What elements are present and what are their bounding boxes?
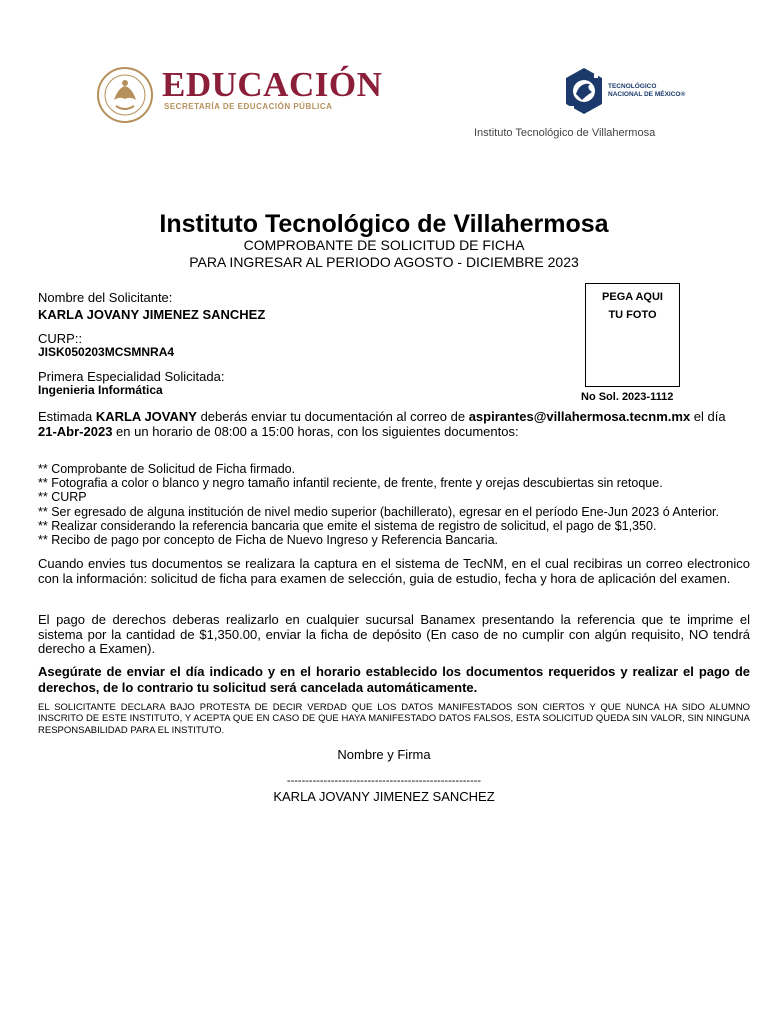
specialty-label: Primera Especialidad Solicitada: (38, 369, 225, 384)
photo-label-line1: PEGA AQUI (602, 291, 663, 303)
document-title: Instituto Tecnológico de Villahermosa (159, 210, 609, 238)
sep-title: EDUCACIÓN (162, 65, 383, 104)
tecnm-name-line2: NACIONAL DE MÉXICO® (608, 91, 686, 98)
requirements-list (38, 462, 758, 547)
tecnm-name (608, 83, 685, 99)
appointment-date: 21-Abr-2023 (38, 423, 113, 439)
photo-label-line2: TU FOTO (608, 309, 657, 321)
instructions-message (38, 410, 750, 439)
curp-label: CURP:: (38, 331, 83, 346)
message-text-1: deberás enviar tu documentación al correo de (200, 409, 469, 424)
requirement-item: ** Fotografia a color o blanco y negro tamaño infantil reciente, de frente, frente y orejas descubiertas sin retoque. (38, 476, 663, 491)
signature-line: ----------------------------------------------------- (286, 775, 482, 787)
contact-email: aspirantes@villahermosa.tecnm.mx (468, 409, 691, 424)
institute-caption: Instituto Tecnológico de Villahermosa (474, 127, 656, 139)
greeting: Estimada (38, 409, 93, 424)
specialty-value: Ingenieria Informática (38, 383, 163, 397)
signature-label: Nombre y Firma (337, 747, 431, 762)
tecnm-name-line1: TECNOLÓGICO (608, 83, 657, 90)
tecnm-logo-icon (562, 66, 606, 116)
payment-paragraph: El pago de derechos deberas realizarlo en cualquier sucursal Banamex presentando la referencia que te imprime el sistema por la cantidad de $1,350.00, enviar la ficha de depósito (En caso de no cumplir con algún requisito, NO tendrá derecho a Examen). (38, 612, 750, 656)
declaration-paragraph: EL SOLICITANTE DECLARA BAJO PROTESTA DE DECIR VERDAD QUE LOS DATOS MANIFESTADOS SON CIERTOS Y QUE NUNCA HA SIDO ALUMNO INSCRITO DE ESTE INSTITUTO, Y ACEPTA QUE EN CASO DE QUE HAYA MANIFESTADO DATOS FALSOS, ESTA SOLICITUD QUEDA SIN VALOR, SIN NINGUNA RESPONSABILIDAD PARA EL INSTITUTO. (38, 702, 750, 736)
requirement-item: ** Ser egresado de alguna institución de nivel medio superior (bachillerato), egresar en el período Ene-Jun 2023 ó Anterior. (38, 504, 719, 519)
document-subtitle-1: COMPROBANTE DE SOLICITUD DE FICHA (243, 237, 525, 253)
sep-seal-logo (96, 66, 154, 124)
capture-paragraph: Cuando envies tus documentos se realizara la captura en el sistema de TecNM, en el cual recibiras un correo electronico con la información: solicitud de ficha para examen de selección, guia de estudio, fecha y hora de aplicación del examen. (38, 556, 750, 586)
solicitation-number: No Sol. 2023-1112 (581, 391, 674, 403)
applicant-name-label: Nombre del Solicitante: (38, 290, 173, 305)
message-text-2: el día (690, 409, 726, 424)
document-subtitle-2: PARA INGRESAR AL PERIODO AGOSTO - DICIEMBRE 2023 (189, 254, 579, 270)
first-name: KARLA JOVANY (95, 409, 197, 424)
signature-name: KARLA JOVANY JIMENEZ SANCHEZ (273, 789, 495, 804)
requirement-item: ** CURP (38, 490, 87, 505)
requirement-item: ** Comprobante de Solicitud de Ficha firmado. (38, 462, 296, 476)
requirement-item: ** Realizar considerando la referencia bancaria que emite el sistema de registro de solicitud, el pago de $1,350. (38, 518, 657, 533)
requirement-item: ** Recibo de pago por concepto de Ficha de Nuevo Ingreso y Referencia Bancaria. (38, 533, 499, 548)
warning-paragraph: Asegúrate de enviar el día indicado y en el horario establecido los documentos requeridos y realizar el pago de derechos, de lo contrario tu solicitud será cancelada automáticamente. (38, 664, 750, 695)
message-text-3: en un horario de 08:00 a 15:00 horas, con los siguientes documentos: (112, 423, 519, 439)
applicant-name: KARLA JOVANY JIMENEZ SANCHEZ (38, 307, 266, 322)
sep-subtitle: SECRETARÍA DE EDUCACIÓN PÚBLICA (164, 102, 333, 111)
curp-value: JISK050203MCSMNRA4 (38, 345, 175, 359)
